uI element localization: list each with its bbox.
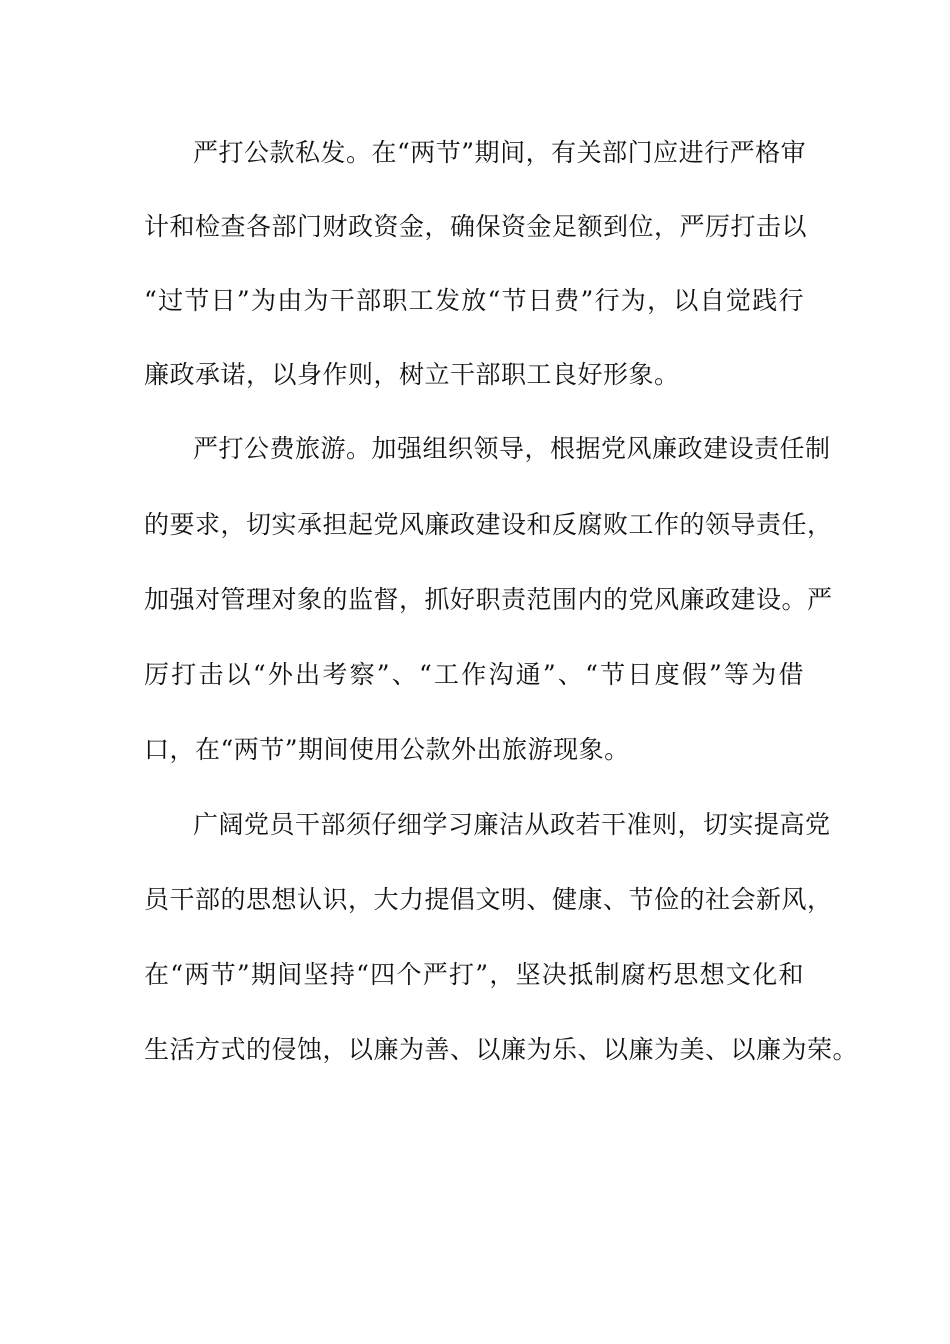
paragraph-2-line-1: 严打公费旅游。加强组织领导，根据党风廉政建设责任制 [193,434,831,463]
paragraph-3-line-4: 生活方式的侵蚀，以廉为善、以廉为乐、以廉为美、以廉为荣。 [144,1035,859,1064]
paragraph-1-line-3: “过节日”为由为干部职工发放“节日费”行为，以自觉践行 [144,286,804,315]
paragraph-1-line-1: 严打公款私发。在“两节”期间，有关部门应进行严格审 [193,138,807,167]
paragraph-3-line-2: 员干部的思想认识，大力提倡文明、健康、节俭的社会新风， [144,885,833,914]
paragraph-2-line-4: 厉打击以“外出考察”、“工作沟通”、“节日度假”等为借 [144,660,804,689]
paragraph-3-line-3: 在“两节”期间坚持“四个严打”，坚决抵制腐朽思想文化和 [144,960,804,989]
paragraph-1-line-4: 廉政承诺，以身作则，树立干部职工良好形象。 [144,360,680,389]
paragraph-2-line-5: 口，在“两节”期间使用公款外出旅游现象。 [144,735,630,764]
paragraph-1-line-2: 计和检查各部门财政资金，确保资金足额到位，严厉打击以 [144,212,808,241]
paragraph-2-line-2: 的要求，切实承担起党风廉政建设和反腐败工作的领导责任， [144,510,833,539]
paragraph-2-line-3: 加强对管理对象的监督，抓好职责范围内的党风廉政建设。严 [144,585,833,614]
paragraph-3-line-1: 广阔党员干部须仔细学习廉洁从政若干准则，切实提高党 [193,810,831,839]
